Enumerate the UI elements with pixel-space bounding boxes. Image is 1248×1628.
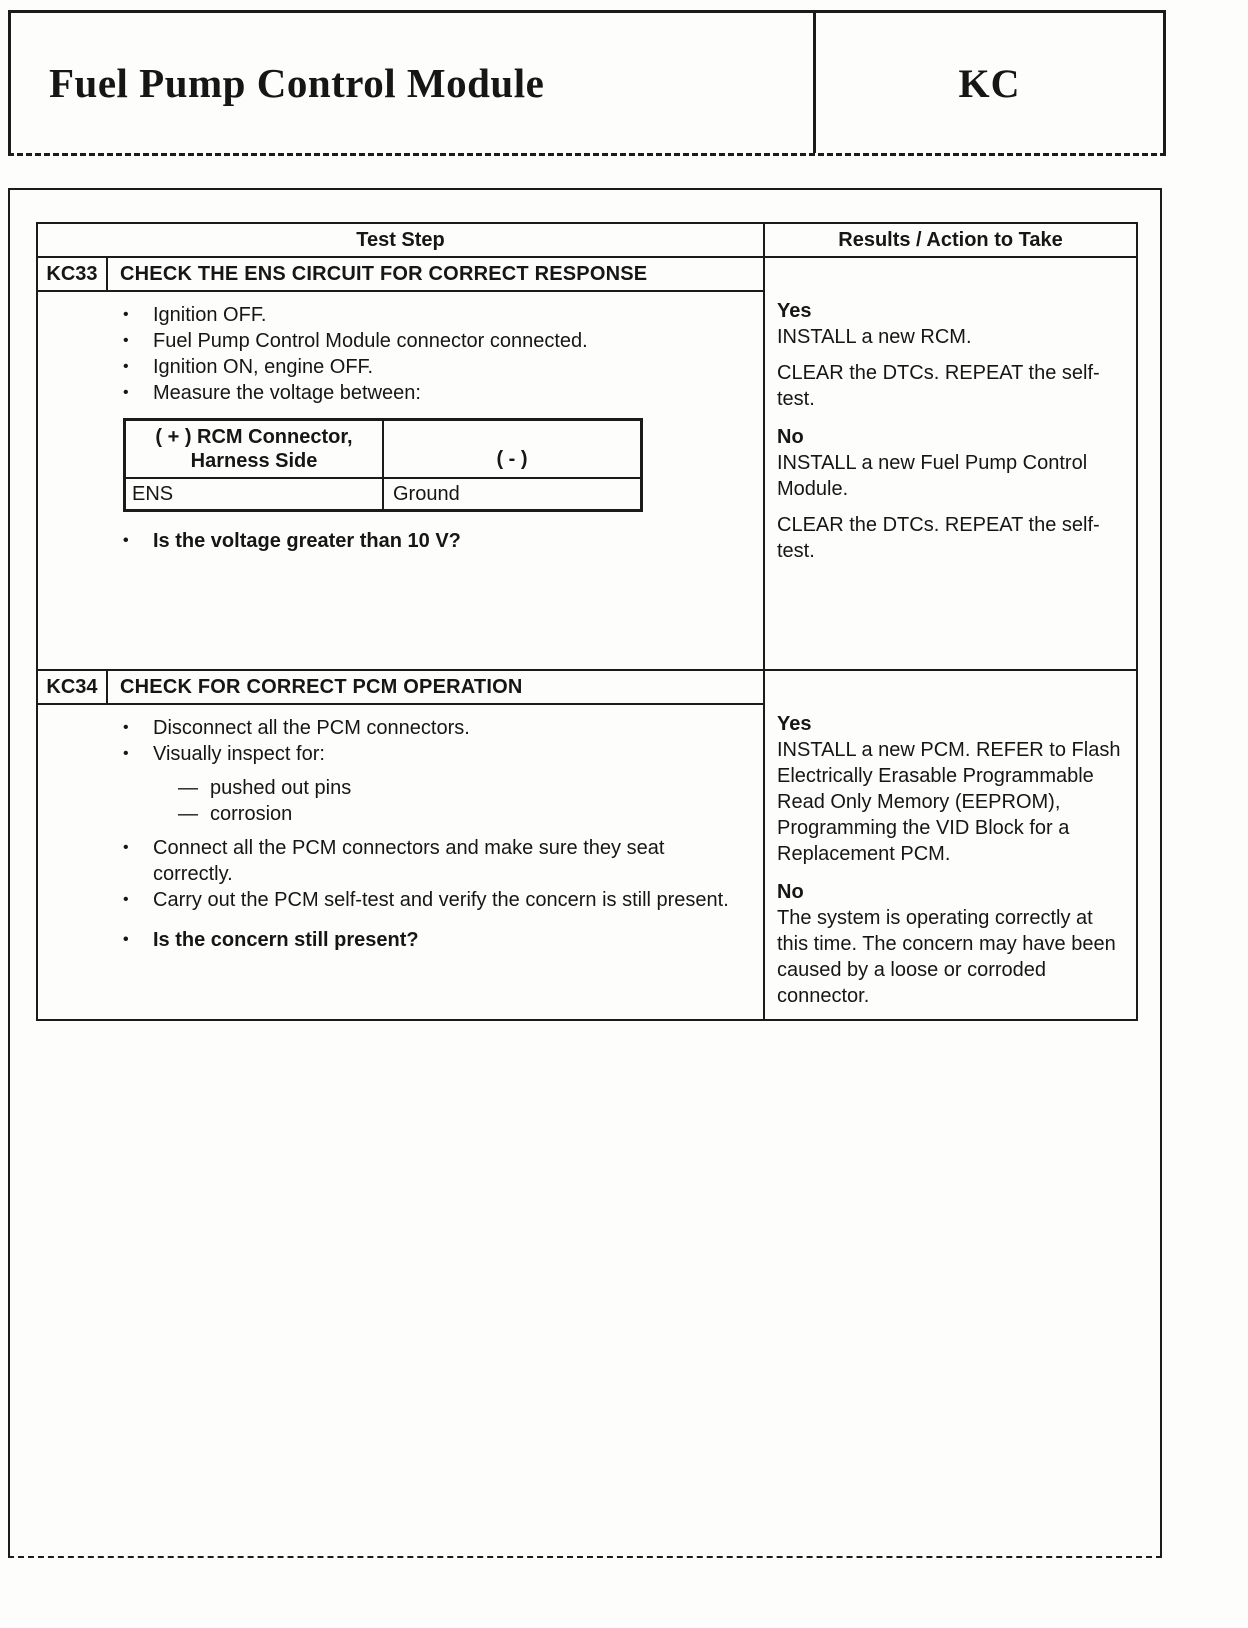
list-item: [123, 328, 745, 354]
result-text: INSTALL a new RCM.: [777, 326, 972, 348]
step-id: KC34: [38, 671, 108, 703]
list-item: [123, 741, 745, 767]
bullet-icon: •: [123, 358, 129, 375]
bullet-icon: •: [123, 839, 129, 856]
list-item-text: Carry out the PCM self-test and verify the concern is still present.: [153, 889, 729, 911]
list-item-text: Fuel Pump Control Module connector connected.: [153, 330, 588, 352]
connector-pin-cell: ENS: [126, 479, 384, 509]
test-step-cell: [38, 258, 763, 669]
test-question: [123, 927, 745, 953]
result-no-group: [777, 879, 1126, 1009]
list-item-text: Disconnect all the PCM connectors.: [153, 717, 470, 739]
content-frame: [8, 188, 1162, 1558]
sub-list-item-text: pushed out pins: [210, 777, 352, 799]
bullet-icon: •: [123, 306, 129, 323]
result-no-label: No: [777, 881, 804, 903]
list-item: [123, 715, 745, 741]
bullet-icon: •: [123, 745, 129, 762]
page-title: Fuel Pump Control Module: [49, 60, 545, 106]
test-step-cell: [38, 671, 763, 1019]
sub-list-item: [123, 801, 745, 827]
column-header-results: Results / Action to Take: [763, 224, 1136, 256]
connector-table-header: [126, 421, 640, 479]
result-yes-label: Yes: [777, 713, 812, 735]
connector-negative-header: ( - ): [496, 448, 528, 470]
step-title: CHECK THE ENS CIRCUIT FOR CORRECT RESPONSE: [120, 262, 648, 285]
list-item-text: Ignition ON, engine OFF.: [153, 356, 374, 378]
table-header-row: [38, 224, 1136, 258]
list-item: [123, 302, 745, 328]
bullet-icon: •: [123, 384, 129, 401]
section-code: KC: [813, 13, 1163, 153]
step-title-row: [38, 671, 763, 705]
bullet-icon: •: [123, 332, 129, 349]
list-item: [123, 835, 745, 887]
list-item-text: Measure the voltage between:: [153, 382, 421, 404]
results-cell: [763, 258, 1136, 669]
result-text: CLEAR the DTCs. REPEAT the self-test.: [777, 514, 1100, 562]
test-question-text: Is the voltage greater than 10 V?: [153, 530, 461, 552]
step-id: KC33: [38, 258, 108, 290]
bullet-icon: •: [123, 931, 129, 948]
list-item: [123, 354, 745, 380]
test-question: [123, 528, 745, 554]
result-text: INSTALL a new PCM. REFER to Flash Electrically Erasable Programmable Read Only Memory (EEPROM), Programming the VID Block for a Replacement PCM.: [777, 739, 1121, 865]
step-title: CHECK FOR CORRECT PCM OPERATION: [120, 675, 523, 698]
result-yes-group: [777, 298, 1126, 412]
connector-header-line2: Harness Side: [190, 450, 318, 472]
bullet-icon: •: [123, 719, 129, 736]
result-no-label: No: [777, 426, 804, 448]
results-cell: [763, 671, 1136, 1019]
connector-table: [123, 418, 643, 512]
bullet-icon: •: [123, 891, 129, 908]
step-instructions: [38, 292, 763, 564]
result-text: The system is operating correctly at this time. The concern may have been caused by a loose or corroded connector.: [777, 907, 1116, 1007]
sub-list-item: [123, 775, 745, 801]
step-title-row: [38, 258, 763, 292]
test-question-text: Is the concern still present?: [153, 929, 419, 951]
sub-list-item-text: corrosion: [210, 803, 293, 825]
connector-positive-header: [126, 421, 384, 477]
connector-header-line1: ( + ) RCM Connector,: [155, 426, 353, 448]
result-yes-label: Yes: [777, 300, 812, 322]
column-header-test-step: Test Step: [356, 228, 445, 251]
test-section-kc34: [38, 669, 1136, 1019]
result-text: INSTALL a new Fuel Pump Control Module.: [777, 452, 1088, 500]
dash-icon: —: [178, 777, 198, 799]
document-header: [8, 10, 1166, 156]
step-instructions: [38, 705, 763, 963]
list-item-text: Visually inspect for:: [153, 743, 325, 765]
connector-ground-cell: Ground: [393, 483, 460, 505]
result-text: CLEAR the DTCs. REPEAT the self-test.: [777, 362, 1100, 410]
list-item-text: Connect all the PCM connectors and make sure they seat correctly.: [153, 837, 665, 885]
list-item-text: Ignition OFF.: [153, 304, 267, 326]
list-item: [123, 380, 745, 406]
bullet-icon: •: [123, 532, 129, 549]
inspection-sub-list: [123, 775, 745, 827]
test-section-kc33: [38, 258, 1136, 669]
pinpoint-test-table: [36, 222, 1138, 1021]
list-item: [123, 887, 745, 913]
dash-icon: —: [178, 803, 198, 825]
connector-table-row: [126, 479, 640, 509]
result-yes-group: [777, 711, 1126, 867]
result-no-group: [777, 424, 1126, 564]
